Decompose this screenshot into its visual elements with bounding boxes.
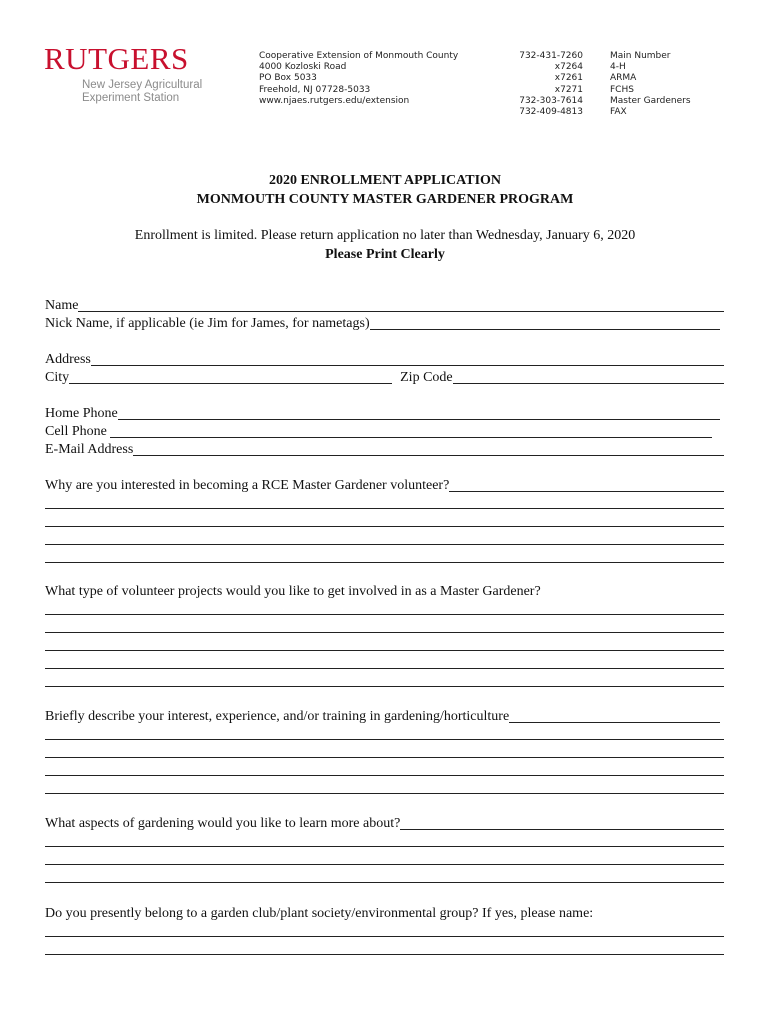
logo-subtitle (82, 79, 204, 105)
home-phone-label: Home Phone (45, 406, 118, 421)
home-phone-field[interactable] (118, 405, 720, 420)
address-line: Freehold, NJ 07728-5033 (259, 84, 371, 95)
q1-answer-line[interactable] (45, 544, 724, 545)
email-row (45, 440, 724, 458)
zip-field[interactable] (453, 369, 724, 384)
q2-answer-line[interactable] (45, 650, 724, 651)
address-field[interactable] (91, 351, 724, 366)
q1-label: Why are you interested in becoming a RCE Master Gardener volunteer? (45, 478, 450, 493)
phone-number: x7261 (554, 73, 583, 84)
enrollment-notice (0, 226, 770, 264)
name-row (45, 296, 724, 314)
email-label: E-Mail Address (45, 442, 134, 457)
q1-answer-line[interactable] (45, 508, 724, 509)
q5-answer-line[interactable] (45, 936, 724, 937)
cell-phone-field[interactable] (110, 423, 712, 438)
phone-number: 732-303-7614 (519, 95, 583, 106)
name-label: Name (45, 298, 79, 313)
q4-row (45, 814, 724, 832)
zip-label: Zip Code (400, 370, 453, 385)
nick-name-label: Nick Name, if applicable (ie Jim for James, for nametags) (45, 316, 370, 331)
nick-name-row (45, 314, 720, 332)
address-label: Address (45, 352, 91, 367)
cell-phone-label: Cell Phone (45, 424, 107, 439)
address-line: PO Box 5033 (259, 73, 317, 84)
title-line1: 2020 ENROLLMENT APPLICATION (268, 173, 502, 188)
phone-label: Master Gardeners (610, 95, 691, 106)
phone-number: 732-431-7260 (519, 51, 583, 61)
q5-row (45, 904, 724, 922)
phone-label: ARMA (610, 73, 637, 84)
q2-answer-line[interactable] (45, 632, 724, 633)
home-phone-row (45, 404, 720, 422)
q4-answer-line[interactable] (400, 815, 724, 830)
logo-wordmark: RUTGERS (44, 41, 189, 76)
notice-text: Enrollment is limited. Please return application no later than Wednesday, January 6, 2020 (134, 228, 636, 243)
phone-number: 732-409-4813 (519, 107, 583, 118)
logo-subtitle-line1: New Jersey Agricultural (82, 79, 203, 91)
phone-number: x7271 (554, 84, 583, 95)
city-label: City (45, 370, 70, 385)
q2-answer-line[interactable] (45, 614, 724, 615)
cell-phone-row (45, 422, 712, 440)
q1-answer-line[interactable] (449, 477, 724, 492)
office-address (259, 51, 458, 107)
q3-answer-line[interactable] (45, 775, 724, 776)
phone-labels (610, 51, 691, 118)
phone-label: 4-H (610, 62, 626, 73)
city-field[interactable] (69, 369, 392, 384)
q3-answer-line[interactable] (45, 739, 724, 740)
q4-label: What aspects of gardening would you like to learn more about? (45, 816, 401, 831)
q3-answer-line[interactable] (509, 708, 720, 723)
phone-number: x7264 (554, 62, 583, 73)
phone-label: FCHS (610, 84, 634, 95)
q3-label: Briefly describe your interest, experience, and/or training in gardening/horticulture (45, 709, 510, 724)
address-line: Cooperative Extension of Monmouth County (259, 51, 459, 61)
q2-answer-line[interactable] (45, 686, 724, 687)
document-title (0, 171, 770, 209)
q2-label: What type of volunteer projects would you like to get involved in as a Master Gardener? (45, 584, 541, 599)
address-line: 4000 Kozloski Road (259, 62, 347, 73)
q5-answer-line[interactable] (45, 954, 724, 955)
q3-answer-line[interactable] (45, 793, 724, 794)
name-field[interactable] (78, 297, 724, 312)
city-zip-row (45, 368, 724, 386)
website-link[interactable]: www.njaes.rutgers.edu/extension (259, 95, 410, 106)
nick-name-field[interactable] (370, 315, 720, 330)
q2-answer-line[interactable] (45, 668, 724, 669)
title-line2: MONMOUTH COUNTY MASTER GARDENER PROGRAM (196, 192, 574, 207)
q5-label: Do you presently belong to a garden club/plant society/environmental group? If yes, please name: (45, 906, 594, 921)
q4-answer-line[interactable] (45, 846, 724, 847)
phone-label: Main Number (610, 51, 671, 61)
q1-row (45, 476, 724, 494)
q2-row (45, 582, 724, 600)
rutgers-logo (44, 41, 204, 105)
phone-label: FAX (610, 107, 627, 118)
print-clearly-note: Please Print Clearly (325, 247, 445, 262)
q1-answer-line[interactable] (45, 562, 724, 563)
phone-numbers (500, 51, 583, 118)
q3-row (45, 707, 720, 725)
address-row (45, 350, 724, 368)
email-field[interactable] (133, 441, 724, 456)
q4-answer-line[interactable] (45, 864, 724, 865)
q4-answer-line[interactable] (45, 882, 724, 883)
logo-subtitle-line2: Experiment Station (82, 92, 180, 104)
q3-answer-line[interactable] (45, 757, 724, 758)
q1-answer-line[interactable] (45, 526, 724, 527)
